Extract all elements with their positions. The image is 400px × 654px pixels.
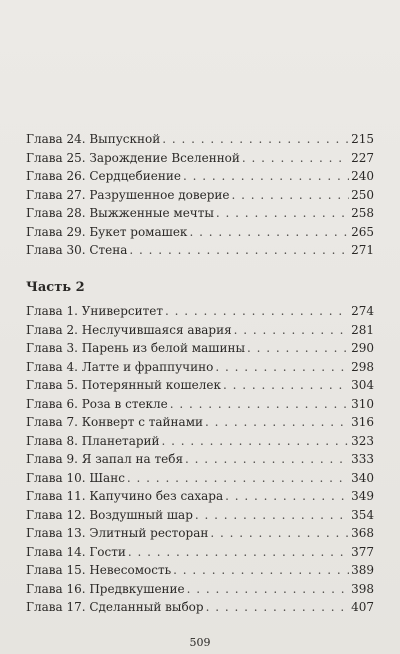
toc-chapter-title: Глава 14. Гости (26, 544, 126, 559)
toc-chapter-title: Глава 16. Предвкушение (26, 581, 185, 596)
toc-leader-dots (162, 130, 349, 149)
toc-leader-dots (225, 487, 349, 506)
toc-row (26, 376, 374, 395)
toc-row (26, 149, 374, 168)
toc-leader-dots (128, 543, 349, 562)
toc-page-number: 310 (351, 396, 374, 411)
toc-page-number: 265 (351, 224, 374, 239)
toc-row (26, 339, 374, 358)
toc-row (26, 130, 374, 149)
toc-row (26, 321, 374, 340)
toc-page-number: 215 (351, 132, 374, 146)
toc-page-number: 227 (351, 150, 374, 165)
toc-leader-dots (185, 450, 349, 469)
toc-chapter-title: Глава 3. Парень из белой машины (26, 341, 245, 355)
toc-chapter-title: Глава 7. Конверт с тайнами (26, 415, 204, 429)
toc-page-number: 304 (351, 378, 374, 392)
toc-row (26, 167, 374, 186)
toc-page-number: 377 (351, 544, 374, 559)
toc-page-number: 354 (351, 507, 374, 522)
toc-row (26, 241, 374, 260)
toc-chapter-title: Глава 26. Сердцебиение (26, 169, 181, 183)
toc-row (26, 186, 374, 205)
toc-page-number: 398 (351, 581, 374, 596)
toc-row (26, 506, 374, 525)
toc-page-number: 316 (351, 415, 374, 429)
toc-row (26, 524, 374, 543)
toc-chapter-title: Глава 24. Выпускной (26, 132, 161, 146)
toc-page-number: 258 (351, 206, 374, 220)
toc-leader-dots (210, 524, 349, 543)
toc-leader-dots (215, 358, 349, 377)
toc-leader-dots (183, 167, 349, 186)
toc-page-number: 274 (351, 304, 374, 318)
toc-row (26, 358, 374, 377)
toc-chapter-title: Глава 25. Зарождение Вселенной (26, 150, 240, 165)
toc-leader-dots (173, 561, 349, 580)
toc-page-number: 290 (351, 341, 374, 355)
toc-chapter-title: Глава 8. Планетарий (26, 433, 160, 448)
toc-page-number: 240 (351, 169, 374, 183)
toc-page-number: 407 (351, 600, 374, 614)
toc-chapter-title: Глава 4. Латте и фраппучино (26, 359, 214, 374)
toc-row (26, 395, 374, 414)
toc-row (26, 413, 374, 432)
toc-leader-dots (162, 432, 350, 451)
toc-row (26, 432, 374, 451)
toc-chapter-title: Глава 15. Невесомость (26, 563, 172, 577)
toc-page-number: 389 (351, 563, 374, 577)
toc-leader-dots (232, 186, 350, 205)
toc-chapter-title: Глава 30. Стена (26, 243, 128, 257)
toc-page-number: 323 (351, 433, 374, 448)
toc-chapter-title: Глава 27. Разрушенное доверие (26, 187, 230, 202)
toc-leader-dots (247, 339, 349, 358)
toc-chapter-title: Глава 29. Букет ромашек (26, 224, 188, 239)
toc-row (26, 580, 374, 599)
toc-row (26, 598, 374, 617)
toc-leader-dots (170, 395, 349, 414)
toc-chapter-title: Глава 28. Выжженные мечты (26, 206, 214, 220)
toc-row (26, 469, 374, 488)
toc-leader-dots (216, 204, 349, 223)
toc-chapter-title: Глава 2. Неслучившаяся авария (26, 322, 232, 337)
toc-page-number: 250 (351, 187, 374, 202)
toc-page-number: 340 (351, 470, 374, 485)
toc-leader-dots (129, 241, 349, 260)
toc-chapter-title: Глава 6. Роза в стекле (26, 396, 168, 411)
toc-chapter-title: Глава 10. Шанс (26, 470, 125, 485)
toc-page-number: 298 (351, 359, 374, 374)
toc-list-part1-end (26, 130, 374, 260)
toc-chapter-title: Глава 13. Элитный ресторан (26, 526, 209, 540)
toc-leader-dots (206, 598, 350, 617)
toc-row (26, 561, 374, 580)
toc-page-number: 271 (351, 243, 374, 257)
toc-leader-dots (242, 149, 349, 168)
toc-page-number: 349 (351, 489, 374, 503)
page-number: 509 (189, 636, 211, 649)
toc-leader-dots (127, 469, 349, 488)
toc-list-part2 (26, 302, 374, 617)
toc-leader-dots (223, 376, 349, 395)
toc-row (26, 204, 374, 223)
toc-page-number: 333 (351, 452, 374, 466)
toc-chapter-title: Глава 5. Потерянный кошелек (26, 378, 221, 392)
part-heading: Часть 2 (26, 280, 85, 295)
toc-row (26, 302, 374, 321)
toc-row (26, 487, 374, 506)
toc-chapter-title: Глава 11. Капучино без сахара (26, 489, 224, 503)
toc-row (26, 223, 374, 242)
toc-leader-dots (195, 506, 349, 525)
toc-page-number: 368 (351, 526, 374, 540)
toc-row (26, 450, 374, 469)
toc-leader-dots (205, 413, 349, 432)
toc-chapter-title: Глава 1. Университет (26, 304, 164, 318)
toc-page-number: 281 (351, 322, 374, 337)
toc-chapter-title: Глава 9. Я запал на тебя (26, 452, 184, 466)
toc-leader-dots (165, 302, 349, 321)
toc-chapter-title: Глава 12. Воздушный шар (26, 507, 193, 522)
toc-leader-dots (234, 321, 349, 340)
toc-leader-dots (189, 223, 349, 242)
toc-chapter-title: Глава 17. Сделанный выбор (26, 600, 204, 614)
toc-leader-dots (187, 580, 349, 599)
toc-row (26, 543, 374, 562)
